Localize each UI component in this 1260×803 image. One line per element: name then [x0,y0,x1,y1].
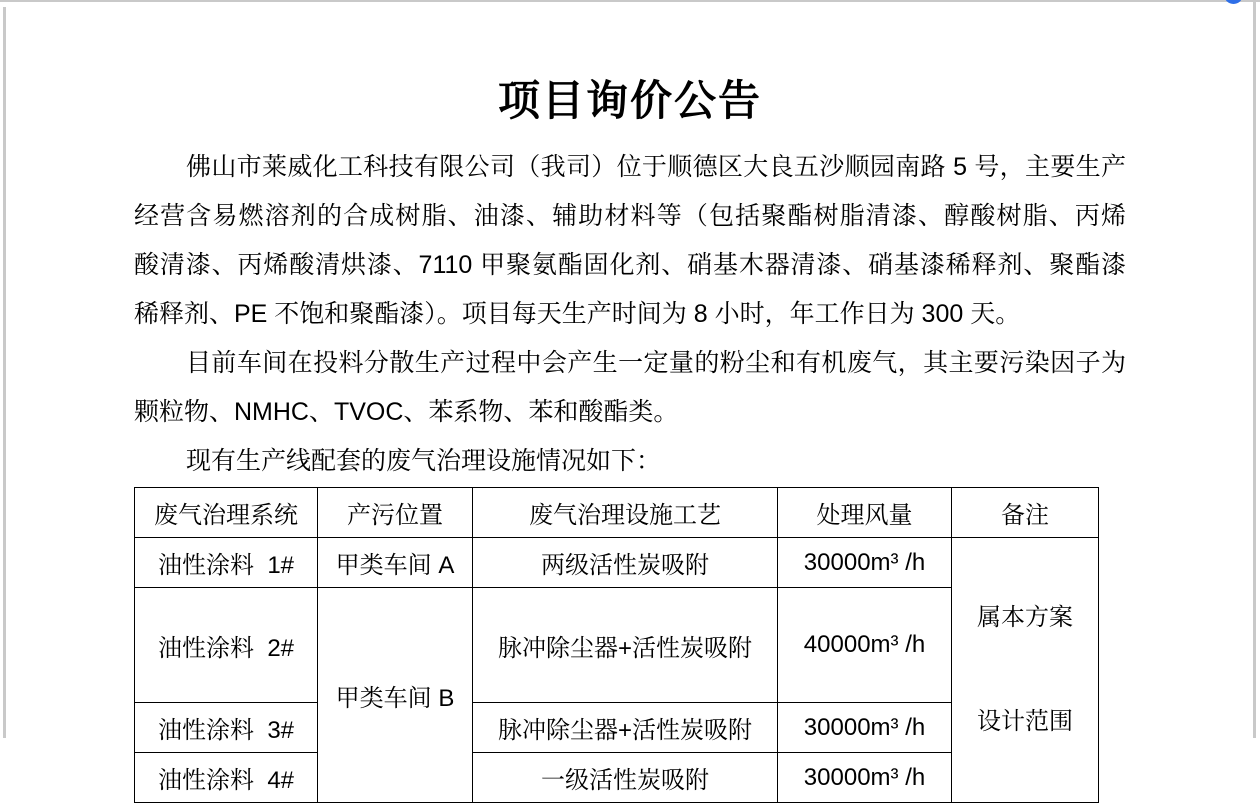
floating-action-button[interactable] [1224,0,1243,4]
page-edge-left [3,7,6,738]
cell-airflow: 30000m³ /h [778,753,952,803]
cell-process: 两级活性炭吸附 [473,538,778,588]
paragraph-line: 目前车间在投料分散生产过程中会产生一定量的粉尘和有机废气，其主要污染因子为 [186,349,1126,377]
paragraph-line: 经营含易燃溶剂的合成树脂、油漆、辅助材料等（包括聚酯树脂清漆、醇酸树脂、丙烯 [134,202,1126,230]
paragraph-line: 颗粒物、NMHC、TVOC、苯系物、苯和酸酯类。 [134,398,679,426]
cell-airflow: 40000m³ /h [778,588,952,703]
page-edge-right [1253,0,1256,738]
table-header-row [135,488,1099,538]
document-title: 项目询价公告 [497,77,762,124]
paragraph-line: 现有生产线配套的废气治理设施情况如下： [186,447,662,475]
remark-line: 设计范围 [977,708,1073,735]
header-remark: 备注 [952,488,1099,538]
cell-location-merged: 甲类车间 B [318,588,473,803]
cell-process: 一级活性炭吸附 [473,753,778,803]
cell-remark-merged [952,538,1099,803]
cell-system: 油性涂料 3# [135,703,318,753]
page-edge-top [0,0,1260,2]
header-airflow: 处理风量 [778,488,952,538]
document-body [134,143,1126,486]
waste-gas-treatment-table [134,487,1099,803]
paragraph-line: 酸清漆、丙烯酸清烘漆、7110 甲聚氨酯固化剂、硝基木器清漆、硝基漆稀释剂、聚酯漆 [134,251,1126,279]
remark-line: 属本方案 [977,604,1073,631]
cell-airflow: 30000m³ /h [778,538,952,588]
cell-system: 油性涂料 4# [135,753,318,803]
cell-location: 甲类车间 A [318,538,473,588]
paragraph-line: 稀释剂、PE 不饱和聚酯漆）。项目每天生产时间为 8 小时，年工作日为 300 天。 [134,300,1021,328]
cell-process: 脉冲除尘器+活性炭吸附 [473,588,778,703]
cell-system: 油性涂料 2# [135,588,318,703]
cell-process: 脉冲除尘器+活性炭吸附 [473,703,778,753]
cell-airflow: 30000m³ /h [778,703,952,753]
table-row [135,538,1099,588]
header-location: 产污位置 [318,488,473,538]
header-process: 废气治理设施工艺 [473,488,778,538]
paragraph-line: 佛山市莱威化工科技有限公司（我司）位于顺德区大良五沙顺园南路 5 号，主要生产 [186,153,1126,181]
cell-system: 油性涂料 1# [135,538,318,588]
header-system: 废气治理系统 [135,488,318,538]
